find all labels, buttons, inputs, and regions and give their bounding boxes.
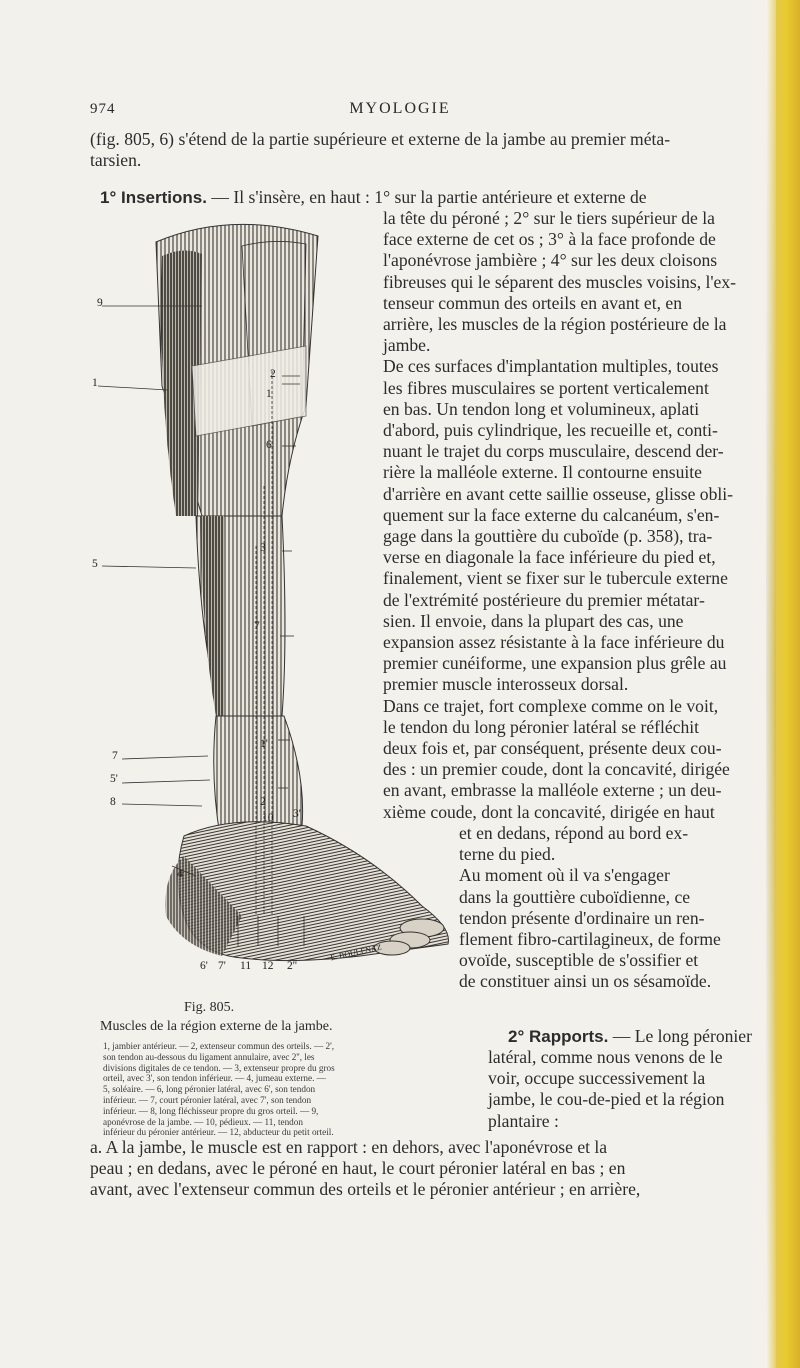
rapports-first-line: [508, 1026, 752, 1047]
figure-number: Fig. 805.: [184, 1000, 235, 1015]
insertions-line: expansion assez résistante à la face inférieure du: [383, 632, 725, 652]
running-title: MYOLOGIE: [349, 100, 451, 117]
insertions-line: la tête du péroné ; 2° sur le tiers supérieur de la: [383, 208, 715, 228]
figure-legend: 1, jambier antérieur. — 2, extenseur commun des orteils. — 2', son tendon au-dessous du ligament annulaire, avec 2'', les divisions digitales de ce tendon. — 3, extenseur propre du gros orteil, avec 3', son tendon inférieur. — 4, jumeau externe. — 5, soléaire. — 6, long péronier latéral, avec 6', son tendon inférieur. — 7, court péronier latéral, avec 7', son tendon inférieur. — 8, long fléchisseur propre du gros orteil. — 9, aponévrose de la jambe. — 10, pédieux. — 11, tendon inférieur du péronier antérieur. — 12, abducteur du petit orteil.: [103, 1041, 335, 1138]
fig-label-left: 9: [97, 297, 103, 309]
insertions-heading: 1° Insertions.: [100, 188, 207, 207]
insertions-line: l'aponévrose jambière ; 4° sur les deux cloisons: [383, 250, 718, 271]
rapports-full-line: a. A la jambe, le muscle est en rapport : en dehors, avec l'aponévrose et la: [90, 1137, 608, 1157]
fig-label-left: 8: [110, 796, 116, 808]
rapports-line: jambe, le cou-de-pied et la région: [488, 1089, 725, 1110]
rapports-line: plantaire :: [488, 1110, 559, 1131]
insertions-line: premier cunéiforme, une expansion plus grêle au: [383, 653, 727, 674]
rapports-full-line: peau ; en dedans, avec le péroné en haut, le court péronier latéral en bas ; en: [90, 1158, 626, 1179]
insertions-line: quement sur la face externe du calcanéum, s'en-: [383, 504, 720, 525]
rapports-first-line-text: — Le long péronier: [608, 1026, 752, 1046]
fig-label-bottom: 12: [262, 960, 274, 972]
fig-label-right: 2: [270, 368, 276, 380]
fig-label-right: 3: [260, 542, 266, 554]
fig-label-right: 1: [266, 388, 272, 400]
fig-label-left: 7: [112, 750, 118, 762]
figure-title: Muscles de la région externe de la jambe.: [100, 1019, 333, 1034]
insertions-short-line: Au moment où il va s'engager: [459, 865, 670, 886]
insertions-short-line: et en dedans, répond au bord ex-: [459, 823, 689, 843]
insertions-line: arrière, les muscles de la région postérieure de la: [383, 314, 727, 334]
insertions-line: premier muscle interosseux dorsal.: [383, 674, 629, 695]
fig-label-left: 1: [92, 377, 98, 389]
insertions-line: des : un premier coude, dont la concavité, dirigée: [383, 759, 730, 780]
rapports-line: voir, occupe successivement la: [488, 1068, 706, 1089]
artist-signature: E. BOULENAZ: [329, 942, 383, 963]
insertions-line: d'abord, puis cylindrique, les recueille et, conti-: [383, 420, 718, 440]
fig-label-right: 7: [254, 620, 260, 632]
insertions-first-line: [100, 187, 647, 208]
fig-label-right: 3': [293, 808, 301, 820]
insertions-line: de l'extrémité postérieure du premier métatar-: [383, 589, 705, 610]
insertions-first-line-text: — Il s'insère, en haut : 1° sur la partie antérieure et externe de: [206, 187, 647, 207]
fig-label-bottom: 2'': [287, 960, 297, 972]
intro-line-2: tarsien.: [90, 150, 142, 170]
page-edge: [766, 0, 800, 1368]
fig-label-right: 10: [262, 812, 274, 824]
insertions-line: finalement, vient se fixer sur le tubercule externe: [383, 568, 728, 589]
insertions-line: gage dans la gouttière du cuboïde (p. 358), tra-: [383, 526, 713, 546]
rapports-line: latéral, comme nous venons de le: [488, 1047, 723, 1067]
insertions-line: xième coude, dont la concavité, dirigée en haut: [383, 801, 715, 822]
intro-line-1: (fig. 805, 6) s'étend de la partie supérieure et externe de la jambe au premier méta-: [90, 129, 671, 149]
insertions-line: en bas. Un tendon long et volumineux, aplati: [383, 398, 700, 419]
fig-label-bottom: 7': [218, 960, 226, 972]
insertions-line: deux fois et, par conséquent, présente deux cou-: [383, 738, 722, 758]
fig-label-bottom: 11: [240, 960, 252, 972]
insertions-line: tenseur commun des orteils en avant et, en: [383, 292, 682, 313]
insertions-line: le tendon du long péronier latéral se réfléchit: [383, 716, 700, 737]
insertions-line: face externe de cet os ; 3° à la face profonde de: [383, 229, 716, 250]
insertions-line: les fibres musculaires se portent verticalement: [383, 377, 709, 398]
fig-label-left: 5: [92, 558, 98, 570]
insertions-line: Dans ce trajet, fort complexe comme on le voit,: [383, 695, 719, 716]
page-number: 974: [90, 101, 116, 117]
insertions-short-line: flement fibro-cartilagineux, de forme: [459, 929, 721, 949]
insertions-line: verse en diagonale la face inférieure du pied et,: [383, 547, 716, 568]
insertions-line: sien. Il envoie, dans la plupart des cas, une: [383, 610, 684, 631]
insertions-line: De ces surfaces d'implantation multiples, toutes: [383, 356, 719, 377]
fig-label-right: 6: [266, 439, 272, 451]
insertions-line: d'arrière en avant cette saillie osseuse, glisse obli-: [383, 483, 734, 504]
fig-label-left: 5': [110, 773, 118, 785]
rapports-full-line: avant, avec l'extenseur commun des orteils et le péronier antérieur ; en arrière,: [90, 1179, 641, 1200]
insertions-short-line: ovoïde, susceptible de s'ossifier et: [459, 950, 699, 971]
insertions-short-line: terne du pied.: [459, 844, 556, 865]
insertions-line: nuant le trajet du corps musculaire, descend der-: [383, 441, 724, 462]
insertions-line: en avant, embrasse la malléole externe ; un deu-: [383, 780, 722, 801]
fig-label-left: 4: [177, 868, 183, 880]
ankle: [214, 716, 303, 836]
insertions-short-line: tendon présente d'ordinaire un ren-: [459, 907, 705, 928]
fig-label-right: 2: [260, 796, 266, 808]
insertions-line: jambe.: [383, 335, 431, 356]
fig-label-right: 1': [260, 738, 268, 750]
anatomical-figure: [92, 216, 472, 991]
insertions-line: rière la malléole externe. Il contourne ensuite: [383, 462, 702, 483]
insertions-short-line: de constituer ainsi un os sésamoïde.: [459, 971, 712, 992]
insertions-short-line: dans la gouttière cuboïdienne, ce: [459, 886, 691, 907]
fig-label-bottom: 6': [200, 960, 208, 972]
insertions-line: fibreuses qui le séparent des muscles voisins, l'ex-: [383, 271, 737, 292]
rapports-heading: 2° Rapports.: [508, 1027, 609, 1046]
